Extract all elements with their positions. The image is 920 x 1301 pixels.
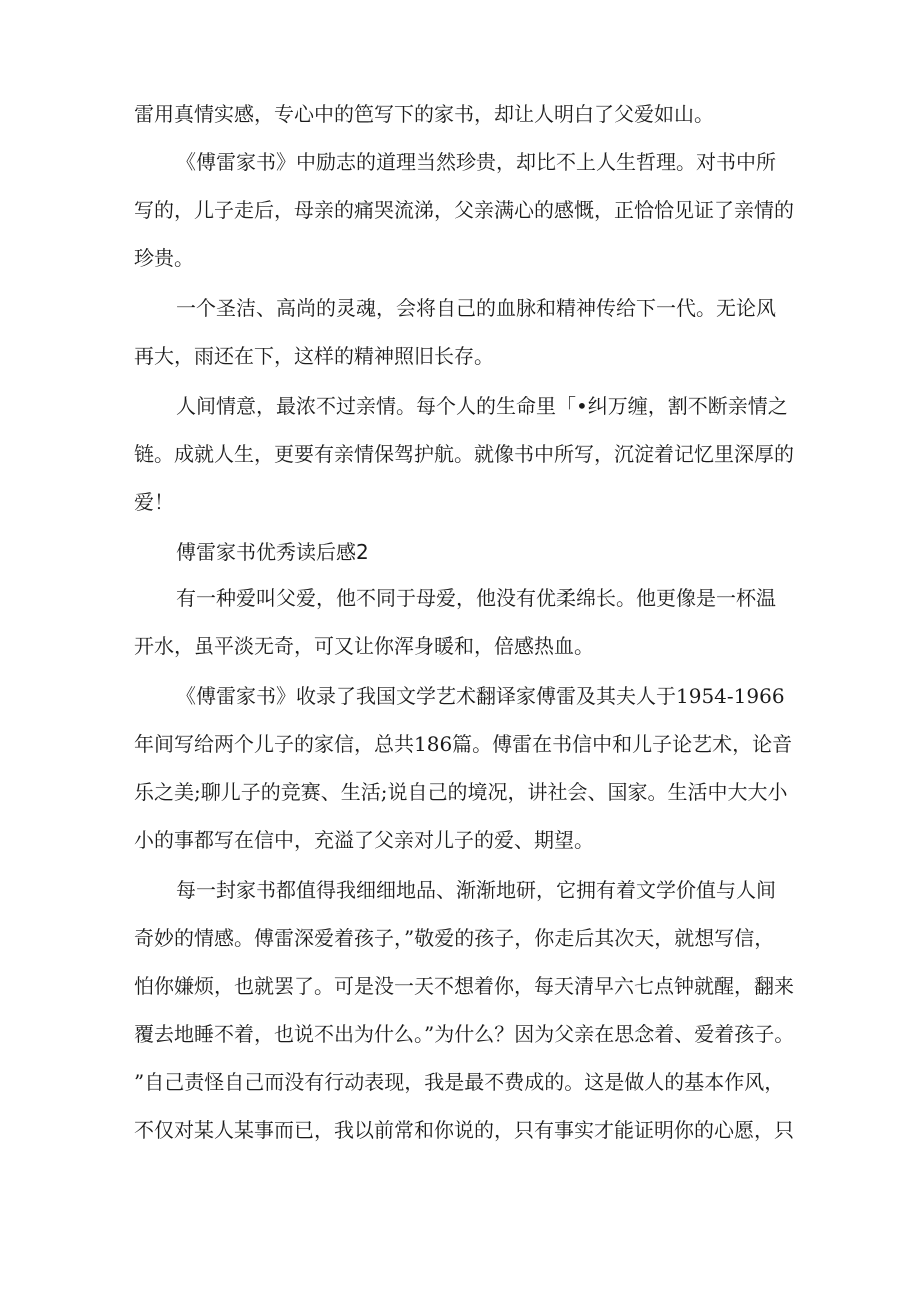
text-line: 珍贵。	[134, 246, 194, 270]
text-line: 一个圣洁、高尚的灵魂，会将自己的血脉和精神传给下一代。无论风	[176, 296, 776, 320]
text-line: 小的事都写在信中，充溢了父亲对儿子的爱、期望。	[134, 828, 594, 852]
section-heading: 傅雷家书优秀读后感2	[176, 540, 369, 564]
text-line: 覆去地睡不着，也说不出为什么。”为什么？因为父亲在思念着、爱着孩子。	[134, 1022, 795, 1046]
text-line: 年间写给两个儿子的家信，总共186篇。傅雷在书信中和儿子论艺术，论音	[134, 732, 793, 756]
text-line: 乐之美;聊儿子的竞赛、生活;说自己的境况，讲社会、国家。生活中大大小	[134, 780, 788, 804]
text-line: 写的，儿子走后，母亲的痛哭流涕，父亲满心的感慨，正恰恰见证了亲情的	[134, 198, 794, 222]
text-line: 链。成就人生，更要有亲情保驾护航。就像书中所写，沉淀着记忆里深厚的	[134, 442, 794, 466]
text-line: 不仅对某人某事而已，我以前常和你说的，只有事实才能证明你的心愿，只	[134, 1118, 794, 1142]
text-line: 再大，雨还在下，这样的精神照旧长存。	[134, 344, 494, 368]
text-line: ”自己责怪自己而没有行动表现，我是最不费成的。这是做人的基本作风，	[134, 1070, 785, 1094]
text-line: 有一种爱叫父爱，他不同于母爱，他没有优柔绵长。他更像是一杯温	[176, 586, 776, 610]
text-line: 《傅雷家书》收录了我国文学艺术翻译家傅雷及其夫人于1954-1966	[176, 684, 785, 708]
text-line: 雷用真情实感，专心中的笆写下的家书，却让人明白了父爱如山。	[134, 102, 714, 126]
text-line: 人间情意，最浓不过亲情。每个人的生命里「•纠万缠，割不断亲情之	[176, 394, 788, 418]
text-line: 奇妙的情感。傅雷深爱着孩子，”敬爱的孩子，你走后其次天，就想写信，	[134, 926, 775, 950]
text-line: 每一封家书都值得我细细地品、渐渐地研，它拥有着文学价值与人间	[176, 878, 776, 902]
text-line: 开水，虽平淡无奇，可又让你浑身暖和，倍感热血。	[134, 634, 594, 658]
text-line: 《傅雷家书》中励志的道理当然珍贵，却比不上人生哲理。对书中所	[176, 150, 776, 174]
text-line: 爱！	[134, 490, 174, 514]
text-line: 怕你嫌烦，也就罢了。可是没一天不想着你，每天清早六七点钟就醒，翻来	[134, 974, 794, 998]
